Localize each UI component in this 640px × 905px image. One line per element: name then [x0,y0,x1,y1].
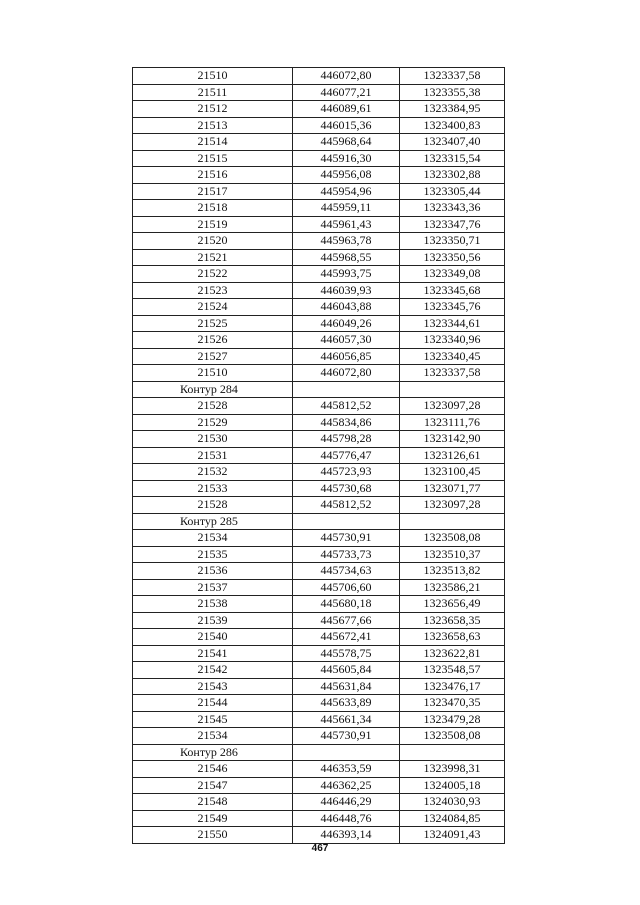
x-coordinate-cell: 445730,91 [293,728,400,745]
x-coordinate-cell: 445968,64 [293,134,400,151]
x-coordinate-cell: 445993,75 [293,266,400,283]
point-number-cell: 21521 [133,249,293,266]
y-coordinate-cell: 1323658,63 [400,629,505,646]
y-coordinate-cell: 1323622,81 [400,645,505,662]
table-row [133,530,505,547]
contour-label: Контур 284 [133,381,293,398]
table-row [133,117,505,134]
point-number-cell: 21535 [133,546,293,563]
point-number-cell: 21518 [133,200,293,217]
point-number-cell: 21528 [133,497,293,514]
y-coordinate-cell: 1323350,56 [400,249,505,266]
point-number-cell: 21539 [133,612,293,629]
coordinates-table-body [133,68,505,844]
point-number-cell: 21532 [133,464,293,481]
point-number-cell: 21526 [133,332,293,349]
x-coordinate-cell: 445680,18 [293,596,400,613]
x-coordinate-cell: 445733,73 [293,546,400,563]
table-row [133,827,505,844]
table-row [133,68,505,85]
y-coordinate-cell: 1323998,31 [400,761,505,778]
x-coordinate-cell: 445578,75 [293,645,400,662]
table-row [133,266,505,283]
empty-cell [293,381,400,398]
empty-cell [400,513,505,530]
contour-label: Контур 285 [133,513,293,530]
point-number-cell: 21540 [133,629,293,646]
table-row [133,332,505,349]
empty-cell [293,744,400,761]
point-number-cell: 21510 [133,68,293,85]
y-coordinate-cell: 1323510,37 [400,546,505,563]
table-row [133,728,505,745]
y-coordinate-cell: 1324005,18 [400,777,505,794]
y-coordinate-cell: 1323344,61 [400,315,505,332]
contour-label: Контур 286 [133,744,293,761]
y-coordinate-cell: 1323407,40 [400,134,505,151]
table-row [133,299,505,316]
table-row [133,480,505,497]
point-number-cell: 21530 [133,431,293,448]
y-coordinate-cell: 1323656,49 [400,596,505,613]
y-coordinate-cell: 1323470,35 [400,695,505,712]
x-coordinate-cell: 445661,34 [293,711,400,728]
y-coordinate-cell: 1323658,35 [400,612,505,629]
table-row [133,563,505,580]
y-coordinate-cell: 1323586,21 [400,579,505,596]
y-coordinate-cell: 1323142,90 [400,431,505,448]
point-number-cell: 21536 [133,563,293,580]
y-coordinate-cell: 1323337,58 [400,68,505,85]
x-coordinate-cell: 445730,91 [293,530,400,547]
table-row [133,810,505,827]
point-number-cell: 21546 [133,761,293,778]
point-number-cell: 21511 [133,84,293,101]
y-coordinate-cell: 1323315,54 [400,150,505,167]
table-row [133,447,505,464]
y-coordinate-cell: 1323347,76 [400,216,505,233]
point-number-cell: 21541 [133,645,293,662]
y-coordinate-cell: 1323337,58 [400,365,505,382]
table-row [133,645,505,662]
y-coordinate-cell: 1324084,85 [400,810,505,827]
table-row [133,711,505,728]
x-coordinate-cell: 445734,63 [293,563,400,580]
y-coordinate-cell: 1323400,83 [400,117,505,134]
coordinates-table [132,67,505,844]
point-number-cell: 21512 [133,101,293,118]
x-coordinate-cell: 446448,76 [293,810,400,827]
table-row [133,101,505,118]
x-coordinate-cell: 446039,93 [293,282,400,299]
y-coordinate-cell: 1323097,28 [400,398,505,415]
y-coordinate-cell: 1323476,17 [400,678,505,695]
y-coordinate-cell: 1323513,82 [400,563,505,580]
x-coordinate-cell: 445776,47 [293,447,400,464]
table-row [133,414,505,431]
x-coordinate-cell: 445916,30 [293,150,400,167]
y-coordinate-cell: 1323350,71 [400,233,505,250]
point-number-cell: 21543 [133,678,293,695]
point-number-cell: 21534 [133,530,293,547]
point-number-cell: 21548 [133,794,293,811]
point-number-cell: 21523 [133,282,293,299]
x-coordinate-cell: 445834,86 [293,414,400,431]
table-row [133,167,505,184]
table-row [133,761,505,778]
point-number-cell: 21524 [133,299,293,316]
y-coordinate-cell: 1323097,28 [400,497,505,514]
x-coordinate-cell: 445677,66 [293,612,400,629]
y-coordinate-cell: 1323384,95 [400,101,505,118]
x-coordinate-cell: 446056,85 [293,348,400,365]
x-coordinate-cell: 446077,21 [293,84,400,101]
table-row [133,629,505,646]
x-coordinate-cell: 445672,41 [293,629,400,646]
x-coordinate-cell: 445706,60 [293,579,400,596]
empty-cell [400,381,505,398]
x-coordinate-cell: 445633,89 [293,695,400,712]
x-coordinate-cell: 445961,43 [293,216,400,233]
y-coordinate-cell: 1323345,68 [400,282,505,299]
x-coordinate-cell: 445812,52 [293,497,400,514]
table-row [133,249,505,266]
point-number-cell: 21534 [133,728,293,745]
table-row [133,134,505,151]
x-coordinate-cell: 445954,96 [293,183,400,200]
table-row [133,315,505,332]
point-number-cell: 21525 [133,315,293,332]
y-coordinate-cell: 1323345,76 [400,299,505,316]
y-coordinate-cell: 1323343,36 [400,200,505,217]
x-coordinate-cell: 446072,80 [293,68,400,85]
table-row [133,365,505,382]
page-number: 467 [311,843,329,854]
y-coordinate-cell: 1323302,88 [400,167,505,184]
table-row [133,183,505,200]
table-row [133,579,505,596]
x-coordinate-cell: 445798,28 [293,431,400,448]
x-coordinate-cell: 446446,29 [293,794,400,811]
y-coordinate-cell: 1323071,77 [400,480,505,497]
point-number-cell: 21516 [133,167,293,184]
point-number-cell: 21522 [133,266,293,283]
point-number-cell: 21538 [133,596,293,613]
table-row [133,431,505,448]
table-row [133,398,505,415]
contour-header-row [133,381,505,398]
x-coordinate-cell: 445631,84 [293,678,400,695]
x-coordinate-cell: 445968,55 [293,249,400,266]
x-coordinate-cell: 445605,84 [293,662,400,679]
y-coordinate-cell: 1323349,08 [400,266,505,283]
table-row [133,497,505,514]
table-row [133,216,505,233]
table-row [133,84,505,101]
table-row [133,662,505,679]
x-coordinate-cell: 446057,30 [293,332,400,349]
point-number-cell: 21549 [133,810,293,827]
table-row [133,233,505,250]
point-number-cell: 21550 [133,827,293,844]
contour-header-row [133,744,505,761]
x-coordinate-cell: 446353,59 [293,761,400,778]
y-coordinate-cell: 1324030,93 [400,794,505,811]
table-row [133,546,505,563]
point-number-cell: 21547 [133,777,293,794]
x-coordinate-cell: 446049,26 [293,315,400,332]
y-coordinate-cell: 1323548,57 [400,662,505,679]
point-number-cell: 21529 [133,414,293,431]
x-coordinate-cell: 446072,80 [293,365,400,382]
y-coordinate-cell: 1324091,43 [400,827,505,844]
table-row [133,464,505,481]
x-coordinate-cell: 445963,78 [293,233,400,250]
y-coordinate-cell: 1323340,45 [400,348,505,365]
x-coordinate-cell: 446393,14 [293,827,400,844]
table-row [133,150,505,167]
y-coordinate-cell: 1323508,08 [400,728,505,745]
x-coordinate-cell: 446362,25 [293,777,400,794]
point-number-cell: 21542 [133,662,293,679]
table-row [133,794,505,811]
x-coordinate-cell: 446089,61 [293,101,400,118]
point-number-cell: 21527 [133,348,293,365]
table-row [133,695,505,712]
empty-cell [293,513,400,530]
y-coordinate-cell: 1323508,08 [400,530,505,547]
y-coordinate-cell: 1323111,76 [400,414,505,431]
x-coordinate-cell: 445956,08 [293,167,400,184]
table-row [133,612,505,629]
point-number-cell: 21533 [133,480,293,497]
point-number-cell: 21531 [133,447,293,464]
y-coordinate-cell: 1323340,96 [400,332,505,349]
y-coordinate-cell: 1323305,44 [400,183,505,200]
point-number-cell: 21545 [133,711,293,728]
point-number-cell: 21510 [133,365,293,382]
x-coordinate-cell: 446015,36 [293,117,400,134]
table-row [133,596,505,613]
y-coordinate-cell: 1323479,28 [400,711,505,728]
y-coordinate-cell: 1323100,45 [400,464,505,481]
point-number-cell: 21544 [133,695,293,712]
x-coordinate-cell: 445812,52 [293,398,400,415]
point-number-cell: 21528 [133,398,293,415]
x-coordinate-cell: 445959,11 [293,200,400,217]
x-coordinate-cell: 445723,93 [293,464,400,481]
y-coordinate-cell: 1323355,38 [400,84,505,101]
contour-header-row [133,513,505,530]
point-number-cell: 21520 [133,233,293,250]
point-number-cell: 21517 [133,183,293,200]
point-number-cell: 21514 [133,134,293,151]
empty-cell [400,744,505,761]
table-row [133,282,505,299]
table-row [133,200,505,217]
point-number-cell: 21519 [133,216,293,233]
point-number-cell: 21515 [133,150,293,167]
y-coordinate-cell: 1323126,61 [400,447,505,464]
point-number-cell: 21513 [133,117,293,134]
table-row [133,678,505,695]
table-row [133,777,505,794]
x-coordinate-cell: 445730,68 [293,480,400,497]
x-coordinate-cell: 446043,88 [293,299,400,316]
point-number-cell: 21537 [133,579,293,596]
table-row [133,348,505,365]
